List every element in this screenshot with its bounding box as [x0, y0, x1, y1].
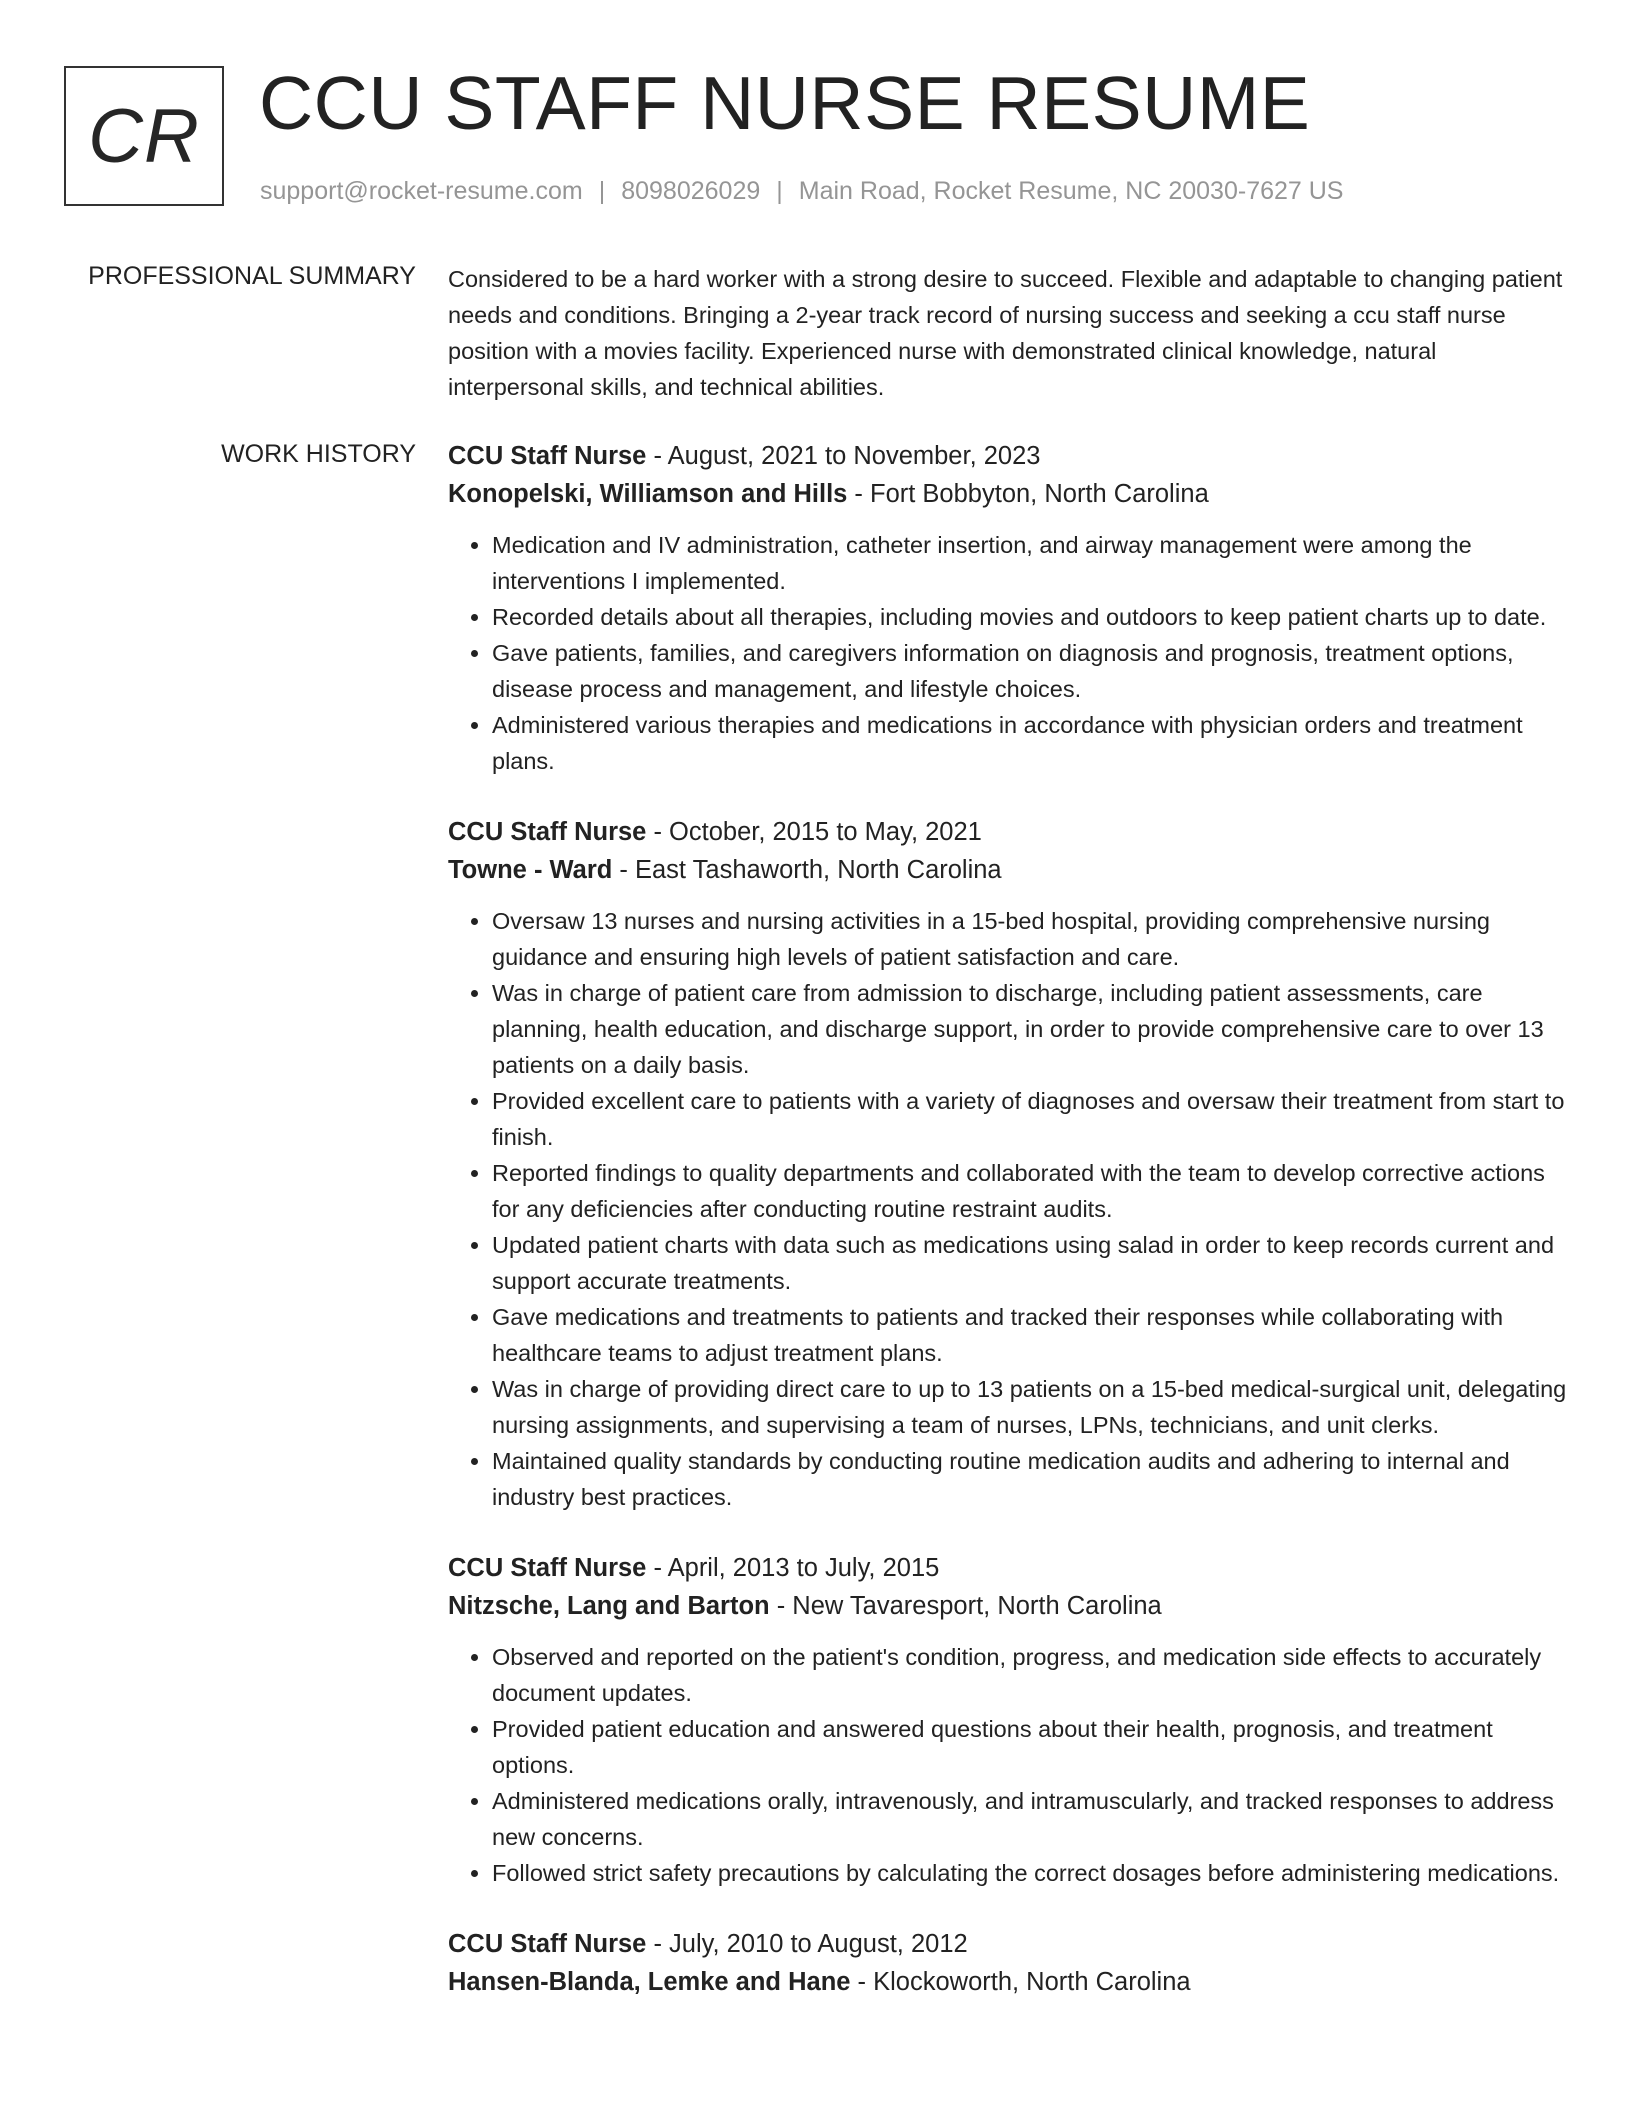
- job-location: - Fort Bobbyton, North Carolina: [847, 480, 1209, 508]
- job-dates: - July, 2010 to August, 2012: [646, 1930, 968, 1958]
- section-heading-summary: PROFESSIONAL SUMMARY: [88, 262, 416, 290]
- job-bullet: • Followed strict safety precautions by calculating the correct dosages before administering medications.: [492, 1855, 1568, 1891]
- job-entry: [448, 813, 1568, 1515]
- contact-separator: |: [776, 177, 783, 205]
- job-title: CCU Staff Nurse: [448, 442, 647, 470]
- job-bullet: • Provided patient education and answered questions about their health, prognosis, and treatment options.: [492, 1711, 1568, 1783]
- job-company-line: [448, 475, 1568, 513]
- contact-email: support@rocket-resume.com: [260, 177, 583, 205]
- job-title-line: [448, 813, 1568, 851]
- contact-address: Main Road, Rocket Resume, NC 20030-7627 US: [798, 177, 1344, 205]
- job-company-line: [448, 1587, 1568, 1625]
- job-bullet-list: [448, 1639, 1568, 1891]
- job-bullet-list: [448, 903, 1568, 1515]
- job-company-line: [448, 851, 1568, 889]
- monogram-box: [64, 66, 224, 206]
- job-entry: [448, 437, 1568, 779]
- job-bullet-list: [448, 527, 1568, 779]
- summary-body: [448, 261, 1568, 405]
- job-bullet: • Recorded details about all therapies, including movies and outdoors to keep patient charts up to date.: [492, 599, 1568, 635]
- job-title-line: [448, 1925, 1568, 1963]
- job-bullet: • Administered medications orally, intravenously, and intramuscularly, and tracked responses to address new concerns.: [492, 1783, 1568, 1855]
- job-company-line: [448, 1963, 1568, 2001]
- job-dates: - April, 2013 to July, 2015: [646, 1554, 940, 1582]
- job-title: CCU Staff Nurse: [448, 1554, 647, 1582]
- work-history-list: [448, 437, 1568, 2035]
- job-bullet: • Oversaw 13 nurses and nursing activities in a 15-bed hospital, providing comprehensive nursing guidance and ensuring high levels of patient satisfaction and care.: [492, 903, 1568, 975]
- job-company: Konopelski, Williamson and Hills: [448, 480, 848, 508]
- job-title: CCU Staff Nurse: [448, 1930, 647, 1958]
- contact-separator: |: [598, 177, 606, 205]
- contact-line: [260, 175, 1343, 207]
- job-company: Hansen-Blanda, Lemke and Hane: [448, 1968, 851, 1996]
- job-company: Towne - Ward: [448, 856, 613, 884]
- job-dates: - August, 2021 to November, 2023: [646, 442, 1041, 470]
- job-bullet: • Reported findings to quality departments and collaborated with the team to develop corrective actions for any deficiencies after conducting routine restraint audits.: [492, 1155, 1568, 1227]
- job-entry: [448, 1925, 1568, 2001]
- job-title: CCU Staff Nurse: [448, 818, 647, 846]
- job-bullet: • Observed and reported on the patient's condition, progress, and medication side effects to accurately document updates.: [492, 1639, 1568, 1711]
- job-bullet: • Was in charge of patient care from admission to discharge, including patient assessments, care planning, health education, and discharge support, in order to provide comprehensive care to over 13 patients on a daily basis.: [492, 975, 1568, 1083]
- job-bullet: • Was in charge of providing direct care to up to 13 patients on a 15-bed medical-surgical unit, delegating nursing assignments, and supervising a team of nurses, LPNs, technicians, and unit clerks.: [492, 1371, 1568, 1443]
- job-location: - Klockoworth, North Carolina: [850, 1968, 1191, 1996]
- section-heading-work-history: WORK HISTORY: [221, 440, 416, 468]
- job-bullet: • Administered various therapies and medications in accordance with physician orders and treatment plans.: [492, 707, 1568, 779]
- job-bullet: • Medication and IV administration, catheter insertion, and airway management were among the interventions I implemented.: [492, 527, 1568, 599]
- job-entry: [448, 1549, 1568, 1891]
- summary-text: Considered to be a hard worker with a strong desire to succeed. Flexible and adaptable to changing patient needs and conditions. Bringing a 2-year track record of nursing success and seeking a ccu staff nurse position with a movies facility. Experienced nurse with demonstrated clinical knowledge, natural interpersonal skills, and technical abilities.: [448, 266, 1563, 400]
- resume-title: CCU STAFF NURSE RESUME: [259, 61, 1311, 145]
- monogram-initials: CR: [88, 93, 200, 179]
- job-location: - New Tavaresport, North Carolina: [769, 1592, 1162, 1620]
- job-dates: - October, 2015 to May, 2021: [646, 818, 982, 846]
- job-title-line: [448, 437, 1568, 475]
- job-title-line: [448, 1549, 1568, 1587]
- job-bullet: • Provided excellent care to patients with a variety of diagnoses and oversaw their treatment from start to finish.: [492, 1083, 1568, 1155]
- contact-phone: 8098026029: [621, 177, 761, 205]
- job-location: - East Tashaworth, North Carolina: [612, 856, 1002, 884]
- job-bullet: • Updated patient charts with data such as medications using salad in order to keep records current and support accurate treatments.: [492, 1227, 1568, 1299]
- job-bullet: • Gave patients, families, and caregivers information on diagnosis and prognosis, treatment options, disease process and management, and lifestyle choices.: [492, 635, 1568, 707]
- job-bullet: • Gave medications and treatments to patients and tracked their responses while collaborating with healthcare teams to adjust treatment plans.: [492, 1299, 1568, 1371]
- job-bullet: • Maintained quality standards by conducting routine medication audits and adhering to internal and industry best practices.: [492, 1443, 1568, 1515]
- job-company: Nitzsche, Lang and Barton: [448, 1592, 770, 1620]
